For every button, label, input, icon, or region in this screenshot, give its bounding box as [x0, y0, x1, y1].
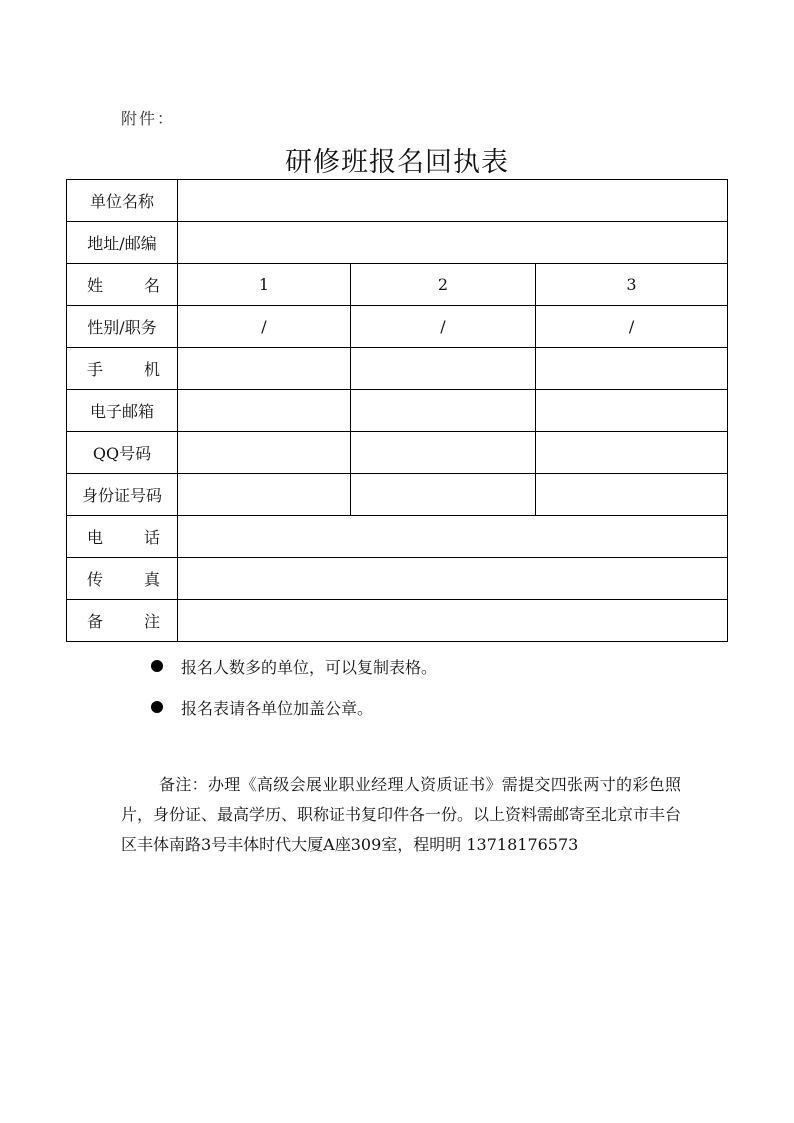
row-remark — [67, 600, 728, 642]
email-field-2[interactable] — [351, 390, 536, 432]
row-email — [67, 390, 728, 432]
remark-field[interactable] — [178, 600, 728, 642]
gender-title-field-1[interactable]: / — [178, 306, 351, 348]
qq-field-1[interactable] — [178, 432, 351, 474]
notes-list — [151, 654, 437, 736]
qq-field-3[interactable] — [536, 432, 728, 474]
qq-field-2[interactable] — [351, 432, 536, 474]
fax-field[interactable] — [178, 558, 728, 600]
unit-name-field[interactable] — [178, 180, 728, 222]
row-address — [67, 222, 728, 264]
name-col-1: 1 — [178, 264, 351, 306]
mobile-label: 手 机 — [67, 348, 178, 390]
page-title: 研修班报名回执表 — [285, 147, 509, 178]
name-col-2: 2 — [351, 264, 536, 306]
attachment-label: 附件： — [121, 109, 176, 128]
id-number-field-3[interactable] — [536, 474, 728, 516]
phone-label: 电 话 — [67, 516, 178, 558]
note-item — [151, 654, 437, 678]
row-id-number — [67, 474, 728, 516]
fax-label: 传 真 — [67, 558, 178, 600]
gender-title-field-3[interactable]: / — [536, 306, 728, 348]
id-number-field-2[interactable] — [351, 474, 536, 516]
bullet-icon — [151, 701, 163, 713]
remark-paragraph: 备注：办理《高级会展业职业经理人资质证书》需提交四张两寸的彩色照片，身份证、最高学历、职称证书复印件各一份。以上资料需邮寄至北京市丰台区丰体南路3号丰体时代大厦A座309室，程明明 13718176573 — [121, 775, 682, 854]
address-field[interactable] — [178, 222, 728, 264]
mobile-field-2[interactable] — [351, 348, 536, 390]
gender-title-label: 性别/职务 — [67, 306, 178, 348]
id-number-label: 身份证号码 — [67, 474, 178, 516]
note-text: 报名人数多的单位，可以复制表格。 — [181, 657, 438, 677]
note-text: 报名表请各单位加盖公章。 — [181, 698, 374, 718]
mobile-field-3[interactable] — [536, 348, 728, 390]
row-name — [67, 264, 728, 306]
row-mobile — [67, 348, 728, 390]
bullet-icon — [151, 660, 163, 672]
remark-label: 备 注 — [67, 600, 178, 642]
row-unit-name — [67, 180, 728, 222]
email-field-3[interactable] — [536, 390, 728, 432]
row-gender-title — [67, 306, 728, 348]
email-field-1[interactable] — [178, 390, 351, 432]
phone-field[interactable] — [178, 516, 728, 558]
row-phone — [67, 516, 728, 558]
note-item — [151, 695, 437, 719]
qq-label: QQ号码 — [67, 432, 178, 474]
mobile-field-1[interactable] — [178, 348, 351, 390]
id-number-field-1[interactable] — [178, 474, 351, 516]
row-qq — [67, 432, 728, 474]
gender-title-field-2[interactable]: / — [351, 306, 536, 348]
address-label: 地址/邮编 — [67, 222, 178, 264]
name-col-3: 3 — [536, 264, 728, 306]
email-label: 电子邮箱 — [67, 390, 178, 432]
row-fax — [67, 558, 728, 600]
name-label: 姓 名 — [67, 264, 178, 306]
unit-name-label: 单位名称 — [67, 180, 178, 222]
registration-form-table — [66, 179, 728, 642]
